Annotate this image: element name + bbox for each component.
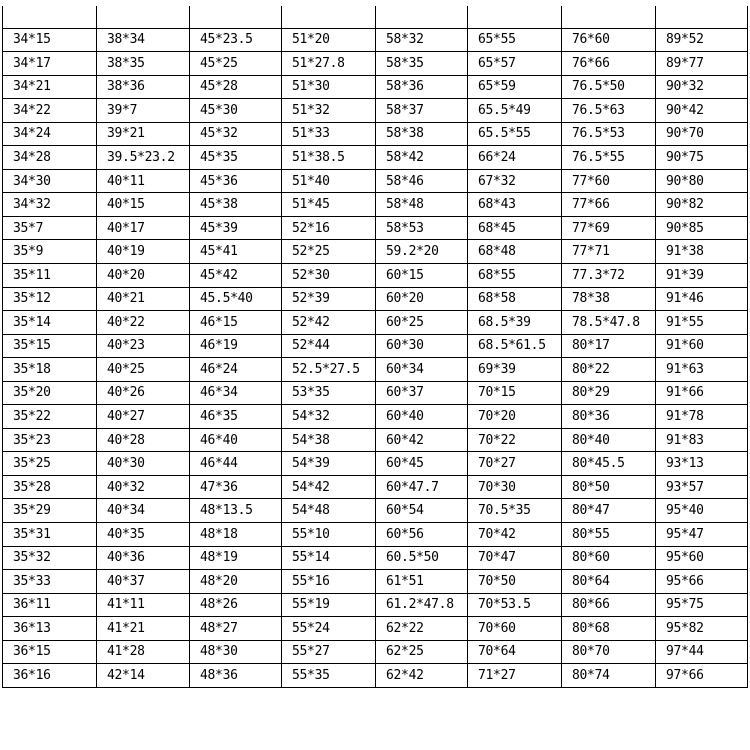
table-cell[interactable]: 76.5*63 [562, 99, 656, 123]
table-cell[interactable]: 89*77 [656, 52, 748, 76]
table-cell[interactable]: 80*45.5 [562, 452, 656, 476]
table-cell[interactable]: 51*30 [282, 75, 376, 99]
table-cell[interactable]: 91*46 [656, 287, 748, 311]
table-row [3, 99, 748, 123]
table-cell[interactable]: 34*15 [3, 28, 97, 52]
table-cell[interactable]: 60*20 [376, 287, 468, 311]
table-cell[interactable]: 36*16 [3, 664, 97, 688]
table-cell[interactable]: 40*22 [97, 311, 190, 335]
table-cell[interactable]: 80*68 [562, 617, 656, 641]
table-row [3, 240, 748, 264]
table-cell[interactable]: 35*25 [3, 452, 97, 476]
table-cell[interactable]: 60*47.7 [376, 475, 468, 499]
table-cell[interactable]: 52*39 [282, 287, 376, 311]
table-cell[interactable]: 91*63 [656, 358, 748, 382]
table-cell[interactable]: 58*46 [376, 169, 468, 193]
header-row [3, 6, 748, 28]
table-cell[interactable]: 90*85 [656, 216, 748, 240]
table-cell[interactable]: 46*40 [190, 428, 282, 452]
table-cell[interactable]: 80*29 [562, 381, 656, 405]
table-cell[interactable]: 35*9 [3, 240, 97, 264]
table-cell[interactable]: 48*19 [190, 546, 282, 570]
table-cell[interactable]: 46*35 [190, 405, 282, 429]
table-cell[interactable]: 48*18 [190, 522, 282, 546]
table-cell[interactable]: 41*28 [97, 640, 190, 664]
table-cell[interactable]: 45.5*40 [190, 287, 282, 311]
table-cell[interactable]: 65*59 [468, 75, 562, 99]
table-row [3, 617, 748, 641]
table-cell[interactable]: 70*64 [468, 640, 562, 664]
table-cell[interactable]: 68.5*61.5 [468, 334, 562, 358]
table-cell[interactable]: 45*32 [190, 122, 282, 146]
table-row [3, 475, 748, 499]
table-cell[interactable]: 62*25 [376, 640, 468, 664]
header-cell[interactable] [376, 6, 468, 28]
table-cell[interactable]: 65.5*55 [468, 122, 562, 146]
table-cell[interactable]: 51*40 [282, 169, 376, 193]
table-cell[interactable]: 70*22 [468, 428, 562, 452]
table-cell[interactable]: 40*36 [97, 546, 190, 570]
table-cell[interactable]: 35*20 [3, 381, 97, 405]
table-cell[interactable]: 40*15 [97, 193, 190, 217]
table-cell[interactable]: 90*80 [656, 169, 748, 193]
table-cell[interactable]: 80*22 [562, 358, 656, 382]
table-cell[interactable]: 34*17 [3, 52, 97, 76]
table-row [3, 452, 748, 476]
table-cell[interactable]: 53*35 [282, 381, 376, 405]
table-cell[interactable]: 77*69 [562, 216, 656, 240]
table-cell[interactable]: 60*56 [376, 522, 468, 546]
table-cell[interactable]: 46*44 [190, 452, 282, 476]
table-cell[interactable]: 46*34 [190, 381, 282, 405]
table-cell[interactable]: 40*35 [97, 522, 190, 546]
table-cell[interactable]: 60*40 [376, 405, 468, 429]
table-cell[interactable]: 35*22 [3, 405, 97, 429]
table-cell[interactable]: 51*33 [282, 122, 376, 146]
table-row [3, 216, 748, 240]
table-cell[interactable]: 52*30 [282, 263, 376, 287]
table-cell[interactable]: 66*24 [468, 146, 562, 170]
table-cell[interactable]: 67*32 [468, 169, 562, 193]
table-cell[interactable]: 91*38 [656, 240, 748, 264]
table-cell[interactable]: 51*20 [282, 28, 376, 52]
table-cell[interactable]: 62*22 [376, 617, 468, 641]
table-cell[interactable]: 80*70 [562, 640, 656, 664]
table-cell[interactable]: 48*13.5 [190, 499, 282, 523]
table-cell[interactable]: 45*36 [190, 169, 282, 193]
table-cell[interactable]: 40*20 [97, 263, 190, 287]
table-cell[interactable]: 95*40 [656, 499, 748, 523]
table-cell[interactable]: 90*70 [656, 122, 748, 146]
table-cell[interactable]: 35*18 [3, 358, 97, 382]
table-row [3, 287, 748, 311]
table-cell[interactable]: 97*66 [656, 664, 748, 688]
table-cell[interactable]: 40*25 [97, 358, 190, 382]
table-cell[interactable]: 70*47 [468, 546, 562, 570]
table-cell[interactable]: 52*44 [282, 334, 376, 358]
table-cell[interactable]: 93*13 [656, 452, 748, 476]
table-cell[interactable]: 77*71 [562, 240, 656, 264]
table-cell[interactable]: 60*54 [376, 499, 468, 523]
table-cell[interactable]: 46*24 [190, 358, 282, 382]
table-cell[interactable]: 45*30 [190, 99, 282, 123]
table-row [3, 75, 748, 99]
table-cell[interactable]: 60*37 [376, 381, 468, 405]
table-row [3, 664, 748, 688]
table-cell[interactable]: 90*82 [656, 193, 748, 217]
table-cell[interactable]: 68*58 [468, 287, 562, 311]
table-row [3, 640, 748, 664]
table-cell[interactable]: 80*36 [562, 405, 656, 429]
table-cell[interactable]: 39*21 [97, 122, 190, 146]
table-cell[interactable]: 70*53.5 [468, 593, 562, 617]
table-row [3, 499, 748, 523]
table-cell[interactable]: 40*19 [97, 240, 190, 264]
table-cell[interactable]: 40*21 [97, 287, 190, 311]
table-row [3, 169, 748, 193]
table-cell[interactable]: 51*45 [282, 193, 376, 217]
table-cell[interactable]: 35*33 [3, 570, 97, 594]
table-cell[interactable]: 45*25 [190, 52, 282, 76]
table-cell[interactable]: 95*47 [656, 522, 748, 546]
table-cell[interactable]: 91*55 [656, 311, 748, 335]
table-cell[interactable]: 77*60 [562, 169, 656, 193]
table-cell[interactable]: 54*48 [282, 499, 376, 523]
table-cell[interactable]: 60*25 [376, 311, 468, 335]
table-cell[interactable]: 68*45 [468, 216, 562, 240]
table-cell[interactable]: 78*38 [562, 287, 656, 311]
table-cell[interactable]: 60*30 [376, 334, 468, 358]
table-cell[interactable]: 77*66 [562, 193, 656, 217]
table-cell[interactable]: 58*36 [376, 75, 468, 99]
table-row [3, 52, 748, 76]
table-cell[interactable]: 70*42 [468, 522, 562, 546]
table-row [3, 334, 748, 358]
table-cell[interactable]: 80*40 [562, 428, 656, 452]
table-cell[interactable]: 91*78 [656, 405, 748, 429]
size-table-body [3, 6, 748, 687]
table-row [3, 522, 748, 546]
table-cell[interactable]: 36*11 [3, 593, 97, 617]
table-cell[interactable]: 70.5*35 [468, 499, 562, 523]
table-cell[interactable]: 54*39 [282, 452, 376, 476]
table-cell[interactable]: 39.5*23.2 [97, 146, 190, 170]
table-row [3, 381, 748, 405]
table-cell[interactable]: 91*66 [656, 381, 748, 405]
table-cell[interactable]: 55*24 [282, 617, 376, 641]
table-cell[interactable]: 51*32 [282, 99, 376, 123]
table-cell[interactable]: 40*30 [97, 452, 190, 476]
table-cell[interactable]: 39*7 [97, 99, 190, 123]
table-row [3, 122, 748, 146]
table-cell[interactable]: 40*17 [97, 216, 190, 240]
table-cell[interactable]: 52*42 [282, 311, 376, 335]
table-cell[interactable]: 45*41 [190, 240, 282, 264]
header-cell[interactable] [97, 6, 190, 28]
table-cell[interactable]: 80*66 [562, 593, 656, 617]
table-cell[interactable]: 34*22 [3, 99, 97, 123]
table-cell[interactable]: 58*42 [376, 146, 468, 170]
table-cell[interactable]: 60.5*50 [376, 546, 468, 570]
table-cell[interactable]: 68.5*39 [468, 311, 562, 335]
table-cell[interactable]: 60*42 [376, 428, 468, 452]
table-row [3, 405, 748, 429]
table-cell[interactable]: 35*29 [3, 499, 97, 523]
table-cell[interactable]: 55*14 [282, 546, 376, 570]
table-cell[interactable]: 70*27 [468, 452, 562, 476]
table-cell[interactable]: 35*23 [3, 428, 97, 452]
table-cell[interactable]: 45*23.5 [190, 28, 282, 52]
table-cell[interactable]: 80*47 [562, 499, 656, 523]
table-cell[interactable]: 91*39 [656, 263, 748, 287]
table-cell[interactable]: 76.5*50 [562, 75, 656, 99]
table-cell[interactable]: 68*55 [468, 263, 562, 287]
table-cell[interactable]: 54*38 [282, 428, 376, 452]
table-cell[interactable]: 60*34 [376, 358, 468, 382]
table-cell[interactable]: 36*13 [3, 617, 97, 641]
table-cell[interactable]: 89*52 [656, 28, 748, 52]
table-cell[interactable]: 51*38.5 [282, 146, 376, 170]
table-cell[interactable]: 40*34 [97, 499, 190, 523]
table-cell[interactable]: 70*30 [468, 475, 562, 499]
table-cell[interactable]: 90*75 [656, 146, 748, 170]
table-row [3, 311, 748, 335]
table-cell[interactable]: 51*27.8 [282, 52, 376, 76]
table-row [3, 570, 748, 594]
table-cell[interactable]: 70*50 [468, 570, 562, 594]
table-cell[interactable]: 40*28 [97, 428, 190, 452]
table-cell[interactable]: 55*16 [282, 570, 376, 594]
header-cell[interactable] [562, 6, 656, 28]
table-cell[interactable]: 80*55 [562, 522, 656, 546]
header-cell[interactable] [468, 6, 562, 28]
table-cell[interactable]: 40*23 [97, 334, 190, 358]
table-row [3, 546, 748, 570]
table-cell[interactable]: 41*21 [97, 617, 190, 641]
table-cell[interactable]: 48*27 [190, 617, 282, 641]
table-cell[interactable]: 35*31 [3, 522, 97, 546]
table-cell[interactable]: 60*45 [376, 452, 468, 476]
table-cell[interactable]: 34*21 [3, 75, 97, 99]
table-cell[interactable]: 45*35 [190, 146, 282, 170]
table-cell[interactable]: 76*60 [562, 28, 656, 52]
header-cell[interactable] [3, 6, 97, 28]
table-cell[interactable]: 48*20 [190, 570, 282, 594]
table-cell[interactable]: 70*20 [468, 405, 562, 429]
table-cell[interactable]: 36*15 [3, 640, 97, 664]
table-cell[interactable]: 34*24 [3, 122, 97, 146]
table-cell[interactable]: 58*32 [376, 28, 468, 52]
table-cell[interactable]: 46*19 [190, 334, 282, 358]
table-cell[interactable]: 80*74 [562, 664, 656, 688]
table-cell[interactable]: 68*43 [468, 193, 562, 217]
table-cell[interactable]: 34*30 [3, 169, 97, 193]
table-row [3, 28, 748, 52]
table-cell[interactable]: 76.5*53 [562, 122, 656, 146]
table-cell[interactable]: 61.2*47.8 [376, 593, 468, 617]
table-cell[interactable]: 70*60 [468, 617, 562, 641]
table-cell[interactable]: 35*11 [3, 263, 97, 287]
table-cell[interactable]: 95*60 [656, 546, 748, 570]
size-table [2, 6, 748, 688]
table-cell[interactable]: 40*32 [97, 475, 190, 499]
table-cell[interactable]: 52*25 [282, 240, 376, 264]
table-cell[interactable]: 95*82 [656, 617, 748, 641]
header-cell[interactable] [190, 6, 282, 28]
table-cell[interactable]: 48*30 [190, 640, 282, 664]
table-cell[interactable]: 80*17 [562, 334, 656, 358]
table-cell[interactable]: 58*37 [376, 99, 468, 123]
table-row [3, 593, 748, 617]
table-cell[interactable]: 52.5*27.5 [282, 358, 376, 382]
table-cell[interactable]: 90*32 [656, 75, 748, 99]
table-cell[interactable]: 58*38 [376, 122, 468, 146]
table-cell[interactable]: 71*27 [468, 664, 562, 688]
table-cell[interactable]: 62*42 [376, 664, 468, 688]
table-cell[interactable]: 70*15 [468, 381, 562, 405]
table-cell[interactable]: 91*60 [656, 334, 748, 358]
table-cell[interactable]: 59.2*20 [376, 240, 468, 264]
table-cell[interactable]: 80*50 [562, 475, 656, 499]
table-cell[interactable]: 69*39 [468, 358, 562, 382]
table-cell[interactable]: 45*39 [190, 216, 282, 240]
table-cell[interactable]: 78.5*47.8 [562, 311, 656, 335]
table-cell[interactable]: 61*51 [376, 570, 468, 594]
table-cell[interactable]: 35*28 [3, 475, 97, 499]
table-cell[interactable]: 60*15 [376, 263, 468, 287]
table-cell[interactable]: 52*16 [282, 216, 376, 240]
table-cell[interactable]: 76*66 [562, 52, 656, 76]
table-cell[interactable]: 47*36 [190, 475, 282, 499]
table-row [3, 428, 748, 452]
table-cell[interactable]: 38*34 [97, 28, 190, 52]
table-cell[interactable]: 38*36 [97, 75, 190, 99]
table-cell[interactable]: 58*35 [376, 52, 468, 76]
table-cell[interactable]: 45*38 [190, 193, 282, 217]
table-cell[interactable]: 55*27 [282, 640, 376, 664]
table-cell[interactable]: 97*44 [656, 640, 748, 664]
table-cell[interactable]: 48*36 [190, 664, 282, 688]
table-cell[interactable]: 45*28 [190, 75, 282, 99]
table-row [3, 358, 748, 382]
table-cell[interactable]: 48*26 [190, 593, 282, 617]
table-cell[interactable]: 95*66 [656, 570, 748, 594]
table-cell[interactable]: 54*42 [282, 475, 376, 499]
table-cell[interactable]: 55*10 [282, 522, 376, 546]
header-cell[interactable] [656, 6, 748, 28]
table-cell[interactable]: 77.3*72 [562, 263, 656, 287]
table-row [3, 263, 748, 287]
table-cell[interactable]: 40*37 [97, 570, 190, 594]
table-cell[interactable]: 34*28 [3, 146, 97, 170]
table-cell[interactable]: 42*14 [97, 664, 190, 688]
table-cell[interactable]: 54*32 [282, 405, 376, 429]
table-cell[interactable]: 68*48 [468, 240, 562, 264]
table-cell[interactable]: 35*14 [3, 311, 97, 335]
table-cell[interactable]: 95*75 [656, 593, 748, 617]
table-cell[interactable]: 35*32 [3, 546, 97, 570]
table-cell[interactable]: 41*11 [97, 593, 190, 617]
table-cell[interactable]: 45*42 [190, 263, 282, 287]
table-cell[interactable]: 90*42 [656, 99, 748, 123]
header-cell[interactable] [282, 6, 376, 28]
table-cell[interactable]: 35*12 [3, 287, 97, 311]
table-cell[interactable]: 80*64 [562, 570, 656, 594]
table-cell[interactable]: 46*15 [190, 311, 282, 335]
table-cell[interactable]: 35*15 [3, 334, 97, 358]
table-cell[interactable]: 34*32 [3, 193, 97, 217]
table-row [3, 193, 748, 217]
table-cell[interactable]: 76.5*55 [562, 146, 656, 170]
table-cell[interactable]: 55*35 [282, 664, 376, 688]
table-cell[interactable]: 91*83 [656, 428, 748, 452]
table-cell[interactable]: 65*55 [468, 28, 562, 52]
table-cell[interactable]: 40*11 [97, 169, 190, 193]
table-cell[interactable]: 58*48 [376, 193, 468, 217]
table-cell[interactable]: 40*26 [97, 381, 190, 405]
table-cell[interactable]: 35*7 [3, 216, 97, 240]
table-cell[interactable]: 38*35 [97, 52, 190, 76]
table-cell[interactable]: 65.5*49 [468, 99, 562, 123]
table-cell[interactable]: 80*60 [562, 546, 656, 570]
table-cell[interactable]: 40*27 [97, 405, 190, 429]
table-cell[interactable]: 65*57 [468, 52, 562, 76]
table-row [3, 146, 748, 170]
table-cell[interactable]: 55*19 [282, 593, 376, 617]
table-cell[interactable]: 58*53 [376, 216, 468, 240]
table-cell[interactable]: 93*57 [656, 475, 748, 499]
